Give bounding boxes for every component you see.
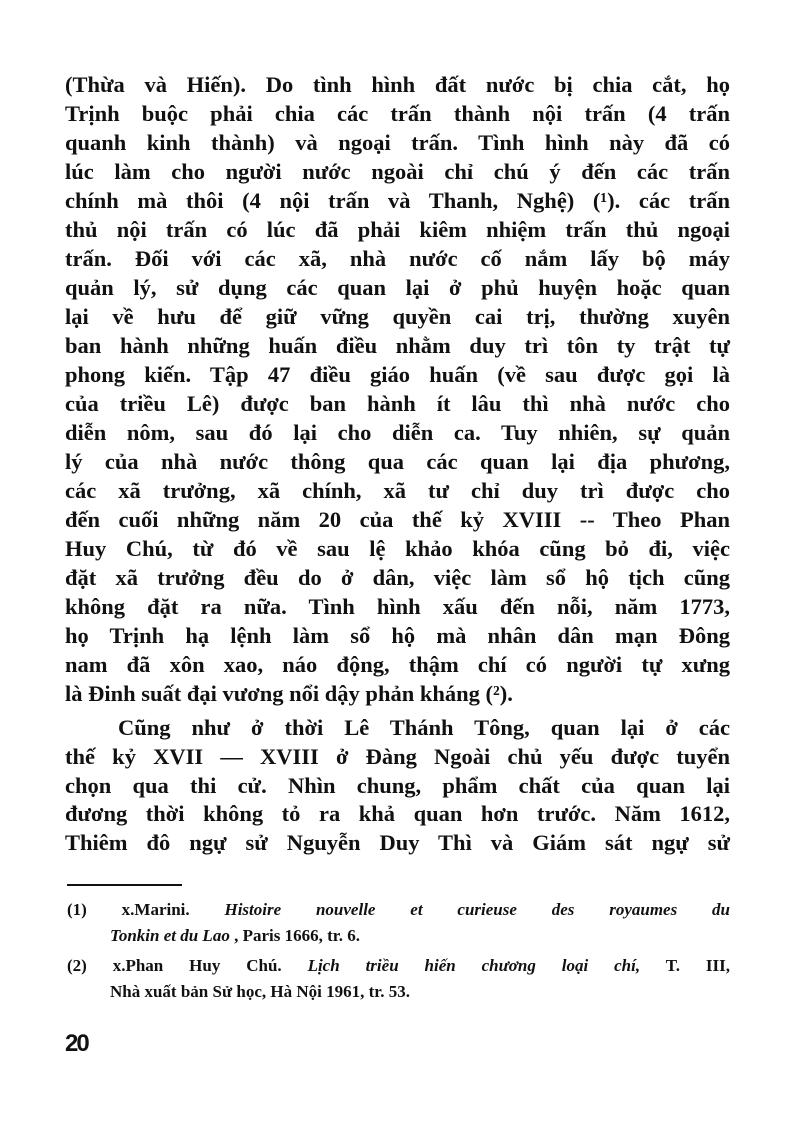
text-line: đặt xã trưởng đều do ở dân, việc làm sổ hộ tịch cũng <box>65 565 730 590</box>
page-number: 20 <box>65 1030 88 1057</box>
text-line: quản lý, sử dụng các quan lại ở phủ huyện hoặc quan <box>65 275 730 300</box>
text-line: đến cuối những năm 20 của thế kỷ XVIII -- Theo Phan <box>65 507 730 532</box>
text-line: Cũng như ở thời Lê Thánh Tông, quan lại ở các <box>118 715 730 740</box>
text-line: quanh kinh thành) và ngoại trấn. Tình hình này đã có <box>65 130 730 155</box>
text-line: chính mà thôi (4 nội trấn và Thanh, Nghệ) (¹). các trấn <box>65 188 730 213</box>
text-line: lúc làm cho người nước ngoài chỉ chú ý đến các trấn <box>65 159 730 184</box>
text-line: đương thời không tỏ ra khả quan hơn trước. Năm 1612, <box>65 801 730 827</box>
text-line: lại về hưu để giữ vững quyền cai trị, thường xuyên <box>65 304 730 329</box>
text-line: phong kiến. Tập 47 điều giáo huấn (về sau được gọi là <box>65 362 730 387</box>
footnote-divider <box>67 884 182 886</box>
footnote-2-title: Lịch triều hiến chương loại chí, <box>307 956 641 975</box>
text-line: thế kỷ XVII — XVIII ở Đàng Ngoài chủ yếu được tuyển <box>65 743 730 769</box>
footnote-2-publication: Nhà xuất bản Sử học, Hà Nội 1961, tr. 53. <box>110 982 411 1001</box>
footnote-2-marker: (2) x.Phan Huy Chú. <box>67 956 282 975</box>
text-line: của triều Lê) được ban hành ít lâu thì nhà nước cho <box>65 391 730 416</box>
footnote-1-line-2 <box>110 925 360 947</box>
text-line: lý của nhà nước thông qua các quan lại địa phương, <box>65 449 730 474</box>
text-line: trấn. Đối với các xã, nhà nước cố nắm lấy bộ máy <box>65 246 730 271</box>
footnote-1-title-cont: Tonkin et du Lao <box>110 926 230 945</box>
text-line: không đặt ra nữa. Tình hình xấu đến nỗi, năm 1773, <box>65 594 730 619</box>
footnote-1-title: Histoire nouvelle et curieuse des royaumes du <box>224 900 730 919</box>
footnote-1-line-1 <box>67 899 730 921</box>
footnote-2-line-1 <box>67 955 730 977</box>
text-line: nam đã xôn xao, náo động, thậm chí có người tự xưng <box>65 652 730 677</box>
text-line: chọn qua thi cử. Nhìn chung, phẩm chất của quan lại <box>65 772 730 798</box>
footnote-1-publication: , Paris 1666, tr. 6. <box>234 926 360 945</box>
text-line: Trịnh buộc phải chia các trấn thành nội trấn (4 trấn <box>65 101 730 126</box>
footnote-1-marker: (1) x.Marini. <box>67 900 190 919</box>
text-line: là Đinh suất đại vương nổi dậy phản kháng (²). <box>65 681 513 706</box>
text-line: họ Trịnh hạ lệnh làm sổ hộ mà nhân dân mạn Đông <box>65 623 730 648</box>
text-line: các xã trưởng, xã chính, xã tư chỉ duy trì được cho <box>65 478 730 503</box>
text-line: ban hành những huấn điều nhằm duy trì tôn ty trật tự <box>65 333 730 358</box>
footnote-2-line-2 <box>110 981 410 1003</box>
text-line: Thiêm đô ngự sử Nguyễn Duy Thì và Giám sát ngự sử <box>65 830 730 856</box>
text-line: diễn nôm, sau đó lại cho diễn ca. Tuy nhiên, sự quản <box>65 420 730 445</box>
text-line: thủ nội trấn có lúc đã phải kiêm nhiệm trấn thủ ngoại <box>65 217 730 242</box>
text-line: Huy Chú, từ đó về sau lệ khảo khóa cũng bỏ đi, việc <box>65 536 730 561</box>
footnote-2-volume: T. III, <box>665 956 731 975</box>
text-line: (Thừa và Hiến). Do tình hình đất nước bị chia cắt, họ <box>65 72 730 97</box>
